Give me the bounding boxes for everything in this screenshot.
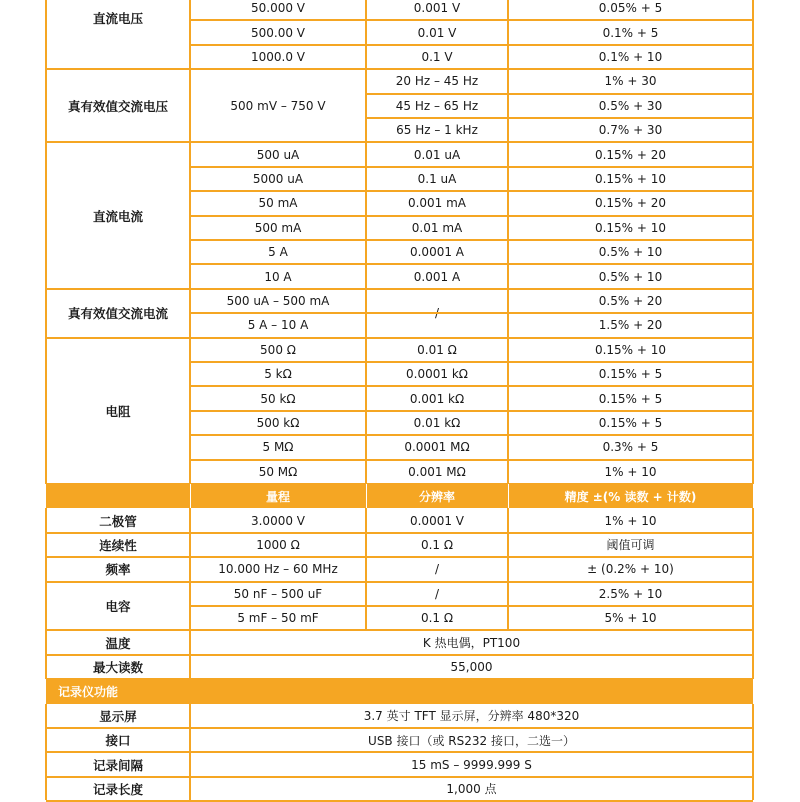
resistance-accuracy: 0.15% + 10 — [594, 342, 667, 357]
resistance-accuracy: 0.15% + 5 — [598, 415, 663, 430]
dc-voltage-resolution: 0.001 V — [413, 1, 461, 16]
continuity-label: 连续性 — [99, 537, 137, 553]
ac-voltage-range: 500 mV – 750 V — [230, 98, 326, 113]
ac-voltage-frequency: 45 Hz – 65 Hz — [395, 98, 479, 113]
recorder-interface-value: USB 接口（或 RS232 接口，二选一） — [368, 733, 575, 748]
recorder-interval-value: 15 mS – 9999.999 S — [411, 757, 532, 772]
max-reading-value: 55,000 — [450, 659, 493, 674]
temperature-value: K 热电偶，PT100 — [422, 636, 521, 651]
grid-line — [45, 0, 47, 484]
grid-line — [366, 117, 753, 119]
grid-line — [190, 19, 753, 21]
dc-current-resolution: 0.001 A — [413, 269, 461, 284]
dc-voltage-resolution: 0.01 V — [417, 25, 457, 40]
recorder-section-title: 记录仪功能 — [58, 684, 119, 699]
grid-line — [365, 0, 367, 484]
header-divider — [508, 484, 509, 508]
dc-voltage-resolution: 0.1 V — [421, 49, 453, 64]
dc-current-range: 10 A — [264, 269, 292, 284]
dc-voltage-range: 1000.0 V — [250, 49, 305, 64]
grid-line — [190, 239, 753, 241]
recorder-interface-label: 接口 — [105, 733, 131, 749]
grid-line — [45, 508, 47, 679]
grid-line — [189, 0, 191, 484]
column-header-range: 量程 — [265, 489, 290, 504]
grid-line — [190, 263, 753, 265]
column-header-accuracy: 精度 ±(% 读数 + 计数) — [564, 489, 697, 504]
resistance-resolution: 0.001 MΩ — [408, 464, 466, 479]
continuity-range: 1000 Ω — [256, 537, 300, 552]
dc-voltage-accuracy: 0.1% + 5 — [602, 25, 659, 40]
dc-current-resolution: 0.0001 A — [409, 245, 464, 260]
resistance-label: 电阻 — [105, 403, 131, 419]
grid-line — [190, 459, 753, 461]
capacitance-range: 5 mF – 50 mF — [237, 611, 319, 626]
continuity-resolution: 0.1 Ω — [420, 537, 454, 552]
ac-voltage-accuracy: 0.5% + 30 — [598, 98, 663, 113]
grid-line — [189, 508, 191, 679]
grid-line — [190, 361, 753, 363]
grid-line — [45, 704, 47, 800]
recorder-length-label: 记录长度 — [92, 781, 143, 797]
ac-current-label: 真有效值交流电流 — [67, 306, 168, 322]
dc-voltage-accuracy: 0.05% + 5 — [598, 1, 663, 16]
capacitance-label: 电容 — [105, 598, 131, 614]
resistance-resolution: 0.01 kΩ — [413, 415, 461, 430]
dc-current-range: 5 A — [268, 245, 288, 260]
ac-current-range: 500 uA – 500 mA — [226, 293, 330, 308]
ac-voltage-frequency: 65 Hz – 1 kHz — [396, 123, 478, 138]
recorder-display-label: 显示屏 — [99, 708, 137, 724]
grid-line — [190, 166, 753, 168]
grid-line — [507, 557, 509, 581]
grid-line — [752, 508, 754, 679]
dc-current-resolution: 0.01 mA — [411, 220, 463, 235]
dc-current-accuracy: 0.15% + 10 — [594, 220, 667, 235]
dc-current-label: 直流电流 — [92, 208, 143, 224]
ac-voltage-accuracy: 0.7% + 30 — [598, 123, 663, 138]
resistance-resolution: 0.01 Ω — [417, 342, 457, 357]
frequency-label: 频率 — [105, 562, 131, 578]
recorder-length-value: 1,000 点 — [446, 782, 497, 797]
ac-voltage-label: 真有效值交流电压 — [67, 98, 168, 114]
temperature-label: 温度 — [105, 635, 131, 651]
resistance-resolution: 0.001 kΩ — [409, 391, 465, 406]
resistance-range: 5 kΩ — [264, 367, 292, 382]
resistance-range: 500 kΩ — [256, 415, 300, 430]
dc-current-range: 500 uA — [256, 147, 300, 162]
ac-current-accuracy: 0.5% + 20 — [598, 293, 663, 308]
grid-line — [190, 434, 753, 436]
dc-current-range: 500 mA — [254, 220, 302, 235]
diode-range: 3.0000 V — [250, 513, 305, 528]
diode-accuracy: 1% + 10 — [604, 513, 657, 528]
ac-current-accuracy: 1.5% + 20 — [598, 318, 663, 333]
diode-label: 二极管 — [99, 513, 137, 529]
capacitance-resolution: / — [434, 586, 440, 601]
max-reading-label: 最大读数 — [92, 659, 143, 675]
grid-line — [365, 508, 367, 532]
dc-voltage-label: 直流电压 — [92, 10, 143, 26]
dc-current-resolution: 0.001 mA — [407, 196, 467, 211]
grid-line — [46, 141, 753, 143]
dc-current-accuracy: 0.15% + 20 — [594, 147, 667, 162]
frequency-accuracy: ± (0.2% + 10) — [587, 562, 674, 577]
dc-current-accuracy: 0.5% + 10 — [598, 269, 663, 284]
grid-line — [752, 0, 754, 484]
grid-line — [190, 44, 753, 46]
grid-line — [46, 288, 753, 290]
recorder-interval-label: 记录间隔 — [92, 757, 143, 773]
capacitance-accuracy: 5% + 10 — [604, 611, 657, 626]
dc-current-accuracy: 0.15% + 20 — [594, 196, 667, 211]
resistance-range: 50 kΩ — [260, 391, 296, 406]
resistance-range: 50 MΩ — [258, 464, 298, 479]
ac-current-range: 5 A – 10 A — [247, 318, 309, 333]
recorder-display-value: 3.7 英寸 TFT 显示屏，分辨率 480*320 — [363, 709, 580, 724]
grid-line — [190, 190, 753, 192]
dc-current-accuracy: 0.15% + 10 — [594, 171, 667, 186]
dc-current-range: 5000 uA — [252, 171, 304, 186]
dc-current-resolution: 0.01 uA — [413, 147, 461, 162]
grid-line — [365, 533, 367, 557]
capacitance-resolution: 0.1 Ω — [420, 611, 454, 626]
capacitance-accuracy: 2.5% + 10 — [598, 586, 663, 601]
grid-line — [190, 605, 753, 607]
grid-line — [189, 704, 191, 800]
grid-line — [365, 557, 367, 581]
resistance-range: 500 Ω — [260, 342, 296, 357]
capacitance-range: 50 nF – 500 uF — [233, 586, 323, 601]
header-divider — [190, 484, 191, 508]
grid-line — [752, 704, 754, 800]
diode-resolution: 0.0001 V — [409, 513, 464, 528]
column-header-resolution: 分辨率 — [418, 489, 455, 504]
dc-current-accuracy: 0.5% + 10 — [598, 245, 663, 260]
grid-line — [190, 215, 753, 217]
resistance-accuracy: 1% + 10 — [604, 464, 657, 479]
resistance-accuracy: 0.15% + 5 — [598, 367, 663, 382]
frequency-resolution: / — [434, 562, 440, 577]
resistance-accuracy: 0.15% + 5 — [598, 391, 663, 406]
resistance-resolution: 0.0001 kΩ — [406, 367, 468, 382]
grid-line — [46, 68, 753, 70]
dc-voltage-range: 50.000 V — [250, 1, 305, 16]
grid-line — [507, 508, 509, 532]
ac-voltage-frequency: 20 Hz – 45 Hz — [395, 74, 479, 89]
resistance-accuracy: 0.3% + 5 — [602, 440, 659, 455]
grid-line — [507, 0, 509, 484]
grid-line — [507, 533, 509, 557]
frequency-range: 10.000 Hz – 60 MHz — [218, 562, 338, 577]
continuity-accuracy: 阈值可调 — [606, 538, 655, 553]
grid-line — [46, 337, 753, 339]
dc-voltage-range: 500.00 V — [250, 25, 305, 40]
dc-voltage-accuracy: 0.1% + 10 — [598, 49, 663, 64]
grid-line — [366, 93, 753, 95]
ac-voltage-accuracy: 1% + 30 — [604, 74, 657, 89]
grid-line — [190, 410, 753, 412]
header-divider — [366, 484, 367, 508]
dc-current-resolution: 0.1 uA — [417, 171, 457, 186]
grid-line — [190, 312, 753, 314]
resistance-resolution: 0.0001 MΩ — [404, 440, 470, 455]
grid-line — [190, 385, 753, 387]
dc-current-range: 50 mA — [258, 196, 298, 211]
resistance-range: 5 MΩ — [262, 440, 294, 455]
